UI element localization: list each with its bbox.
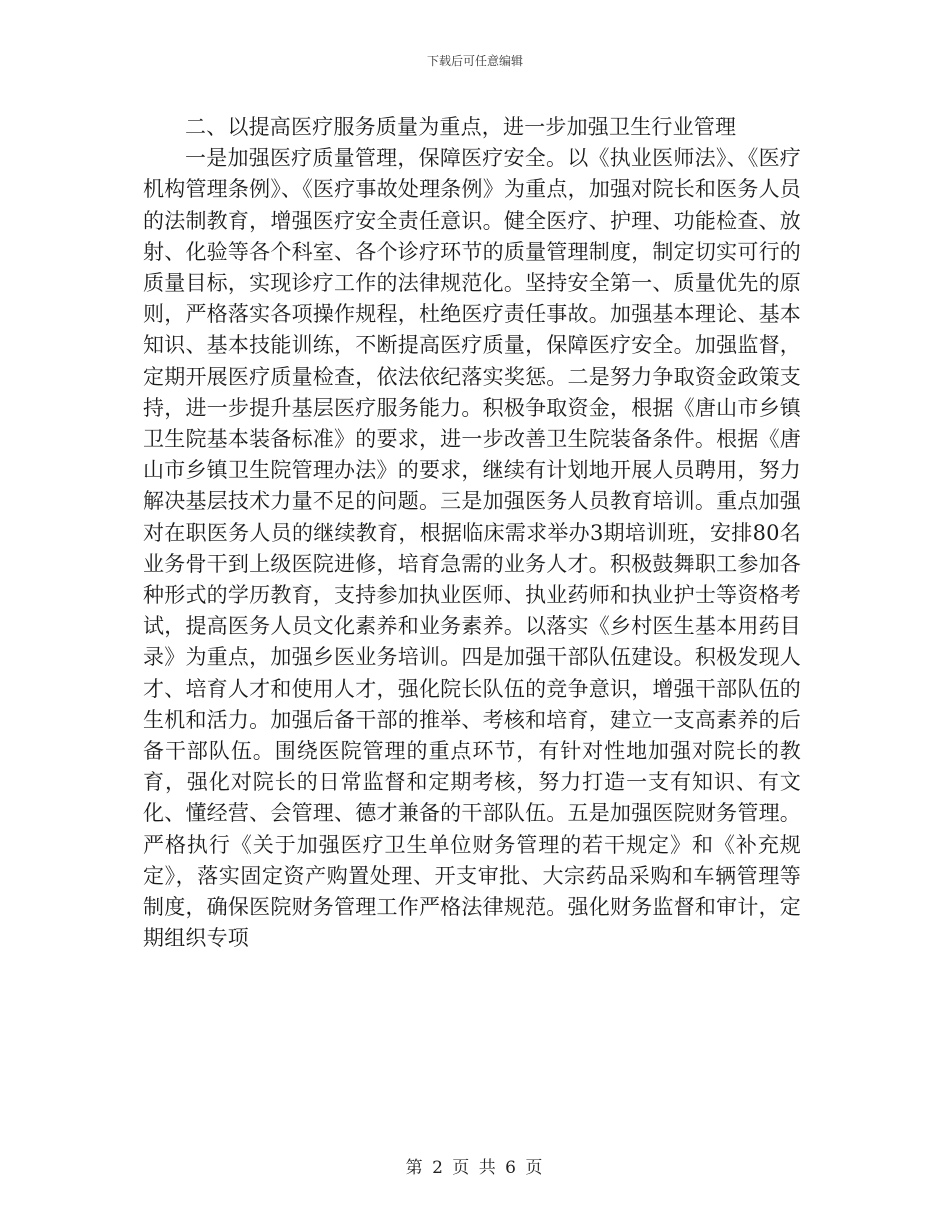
- page-header-note: 下载后可任意编辑: [426, 54, 523, 68]
- section-heading: 二、以提高医疗服务质量为重点，进一步加强卫生行业管理: [185, 115, 737, 139]
- document-body: [143, 112, 801, 954]
- page-number-footer: 第 2 页 共 6 页: [405, 1158, 545, 1178]
- body-paragraph: 一是加强医疗质量管理，保障医疗安全。以《执业医师法》、《医疗机构管理条例》、《医疗事故处理条例》为重点，加强对院长和医务人员的法制教育，增强医疗安全责任意识。健全医疗、护理、功能检查、放射、化验等各个科室、各个诊疗环节的质量管理制度，制定切实可行的质量目标，实现诊疗工作的法律规范化。坚持安全第一、质量优先的原则，严格落实各项操作规程，杜绝医疗责任事故。加强基本理论、基本知识、基本技能训练，不断提高医疗质量，保障医疗安全。加强监督，定期开展医疗质量检查，依法依纪落实奖惩。二是努力争取资金政策支持，进一步提升基层医疗服务能力。积极争取资金，根据《唐山市乡镇卫生院基本装备标准》的要求，进一步改善卫生院装备条件。根据《唐山市乡镇卫生院管理办法》的要求，继续有计划地开展人员聘用，努力解决基层技术力量不足的问题。三是加强医务人员教育培训。重点加强对在职医务人员的继续教育，根据临床需求举办3期培训班，安排80名业务骨干到上级医院进修，培育急需的业务人才。积极鼓舞职工参加各种形式的学历教育，支持参加执业医师、执业药师和执业护士等资格考试，提高医务人员文化素养和业务素养。以落实《乡村医生基本用药目录》为重点，加强乡医业务培训。四是加强干部队伍建设。积极发现人才、培育人才和使用人才，强化院长队伍的竞争意识，增强干部队伍的生机和活力。加强后备干部的推举、考核和培育，建立一支高素养的后备干部队伍。围绕医院管理的重点环节，有针对性地加强对院长的教育，强化对院长的日常监督和定期考核，努力打造一支有知识、有文化、懂经营、会管理、德才兼备的干部队伍。五是加强医院财务管理。严格执行《关于加强医疗卫生单位财务管理的若干规定》和《补充规定》，落实固定资产购置处理、开支审批、大宗药品采购和车辆管理等制度，确保医院财务管理工作严格法律规范。强化财务监督和审计，定期组织专项: [143, 146, 801, 951]
